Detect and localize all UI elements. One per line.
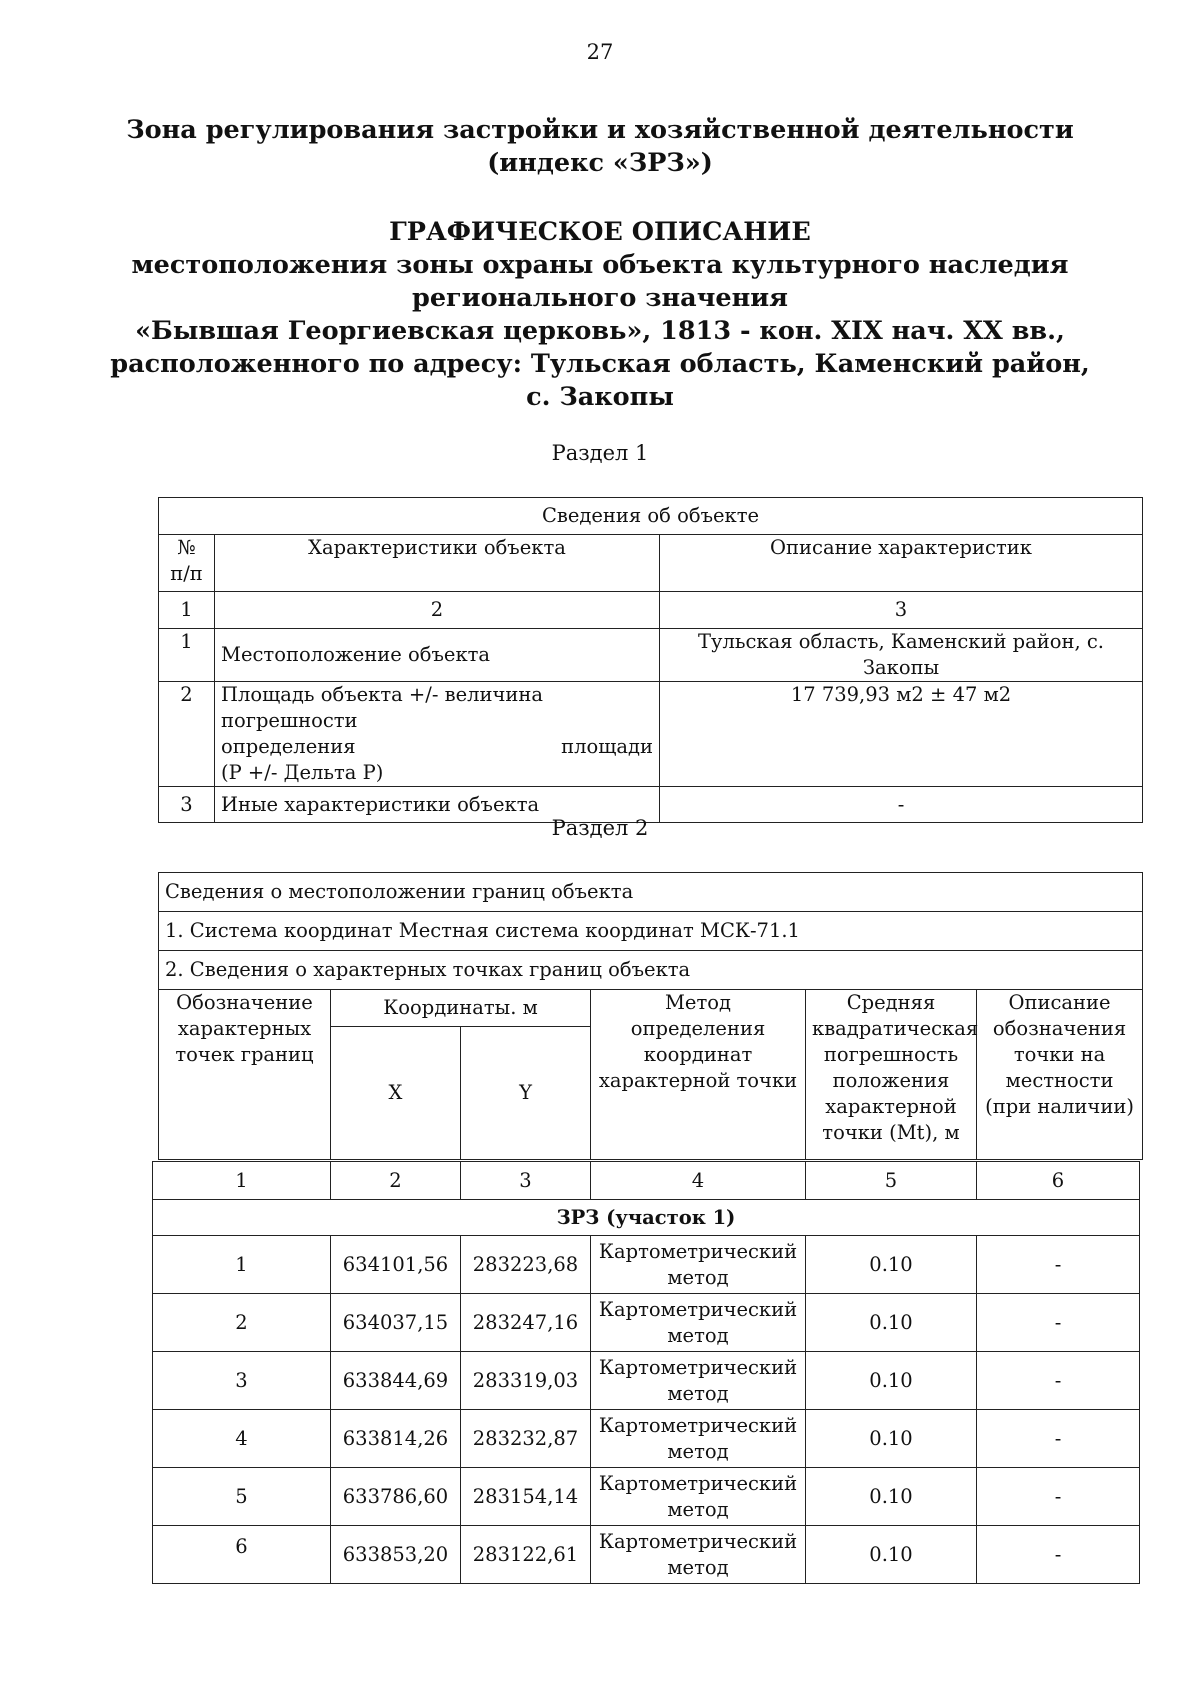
point-mt: 0.10 <box>806 1468 977 1526</box>
point-y: 283223,68 <box>461 1236 591 1294</box>
header-description: Описание обозначения точки на местности (при наличии) <box>977 990 1143 1160</box>
page-number: 27 <box>586 40 614 64</box>
section1-label: Раздел 1 <box>551 441 649 465</box>
point-y: 283122,61 <box>461 1526 591 1584</box>
row-value: - <box>660 787 1143 823</box>
row-name: Иные характеристики объекта <box>215 787 660 823</box>
table-title: Сведения об объекте <box>159 498 1143 535</box>
point-x: 633786,60 <box>331 1468 461 1526</box>
point-number: 1 <box>153 1236 331 1294</box>
group-title: ЗРЗ (участок 1) <box>153 1200 1140 1236</box>
point-mt: 0.10 <box>806 1410 977 1468</box>
col-number: 4 <box>591 1162 806 1200</box>
header-x: X <box>331 1027 461 1160</box>
col-number: 2 <box>331 1162 461 1200</box>
point-desc: - <box>977 1468 1140 1526</box>
row-name-line: определения площади <box>221 735 653 758</box>
zone-title <box>0 114 1200 180</box>
header-method: Метод определения координат характерной точки <box>591 990 806 1160</box>
point-desc: - <box>977 1410 1140 1468</box>
col-number: 3 <box>461 1162 591 1200</box>
point-number: 3 <box>153 1352 331 1410</box>
graphic-title-line: регионального значения <box>411 283 789 313</box>
point-desc: - <box>977 1236 1140 1294</box>
row-value: 17 739,93 м2 ± 47 м2 <box>660 682 1143 787</box>
graphic-title-line: ГРАФИЧЕСКОЕ ОПИСАНИЕ <box>389 217 811 247</box>
header-num: № п/п <box>159 535 215 592</box>
point-y: 283247,16 <box>461 1294 591 1352</box>
coordinates-table <box>152 1161 1140 1584</box>
row-name: Местоположение объекта <box>215 629 660 682</box>
object-info-table <box>158 497 1143 823</box>
header-description: Описание характеристик <box>660 535 1143 592</box>
point-number: 6 <box>153 1526 331 1584</box>
point-method: Картометрический метод <box>591 1294 806 1352</box>
point-method: Картометрический метод <box>591 1526 806 1584</box>
col-number: 5 <box>806 1162 977 1200</box>
point-x: 633844,69 <box>331 1352 461 1410</box>
row-num: 1 <box>159 629 215 682</box>
point-mt: 0.10 <box>806 1294 977 1352</box>
coordinates-header-table <box>158 872 1143 1160</box>
table-row <box>159 682 1143 787</box>
zone-title-line: (индекс «ЗРЗ») <box>487 148 713 178</box>
section2-label: Раздел 2 <box>551 816 649 840</box>
point-number: 5 <box>153 1468 331 1526</box>
point-desc: - <box>977 1352 1140 1410</box>
point-x: 633853,20 <box>331 1526 461 1584</box>
graphic-title-line: расположенного по адресу: Тульская область, Каменский район, <box>110 349 1090 379</box>
row-name-line: Площадь объекта +/- величина погрешности <box>221 683 544 732</box>
point-mt: 0.10 <box>806 1236 977 1294</box>
point-y: 283232,87 <box>461 1410 591 1468</box>
graphic-title-line: местоположения зоны охраны объекта культурного наследия <box>131 250 1069 280</box>
point-mt: 0.10 <box>806 1352 977 1410</box>
col-number: 2 <box>215 592 660 629</box>
table-row <box>153 1352 1140 1410</box>
point-y: 283319,03 <box>461 1352 591 1410</box>
point-number: 2 <box>153 1294 331 1352</box>
boundaries-info: Сведения о местоположении границ объекта <box>159 873 1143 912</box>
point-method: Картометрический метод <box>591 1410 806 1468</box>
header-y: Y <box>461 1027 591 1160</box>
zone-title-line: Зона регулирования застройки и хозяйственной деятельности <box>126 115 1074 145</box>
point-desc: - <box>977 1294 1140 1352</box>
point-method: Картометрический метод <box>591 1236 806 1294</box>
point-x: 633814,26 <box>331 1410 461 1468</box>
table-row <box>153 1468 1140 1526</box>
point-y: 283154,14 <box>461 1468 591 1526</box>
col-number: 3 <box>660 592 1143 629</box>
point-method: Картометрический метод <box>591 1468 806 1526</box>
row-value: Тульская область, Каменский район, с. Закопы <box>660 629 1143 682</box>
points-info: 2. Сведения о характерных точках границ объекта <box>159 951 1143 990</box>
point-x: 634037,15 <box>331 1294 461 1352</box>
col-number: 6 <box>977 1162 1140 1200</box>
header-coords: Координаты. м <box>331 990 591 1027</box>
table-row <box>153 1526 1140 1584</box>
header-point: Обозначение характерных точек границ <box>159 990 331 1160</box>
table-row <box>153 1410 1140 1468</box>
graphic-title-line: с. Закопы <box>526 382 674 412</box>
point-desc: - <box>977 1526 1140 1584</box>
table-row <box>153 1236 1140 1294</box>
table-row <box>153 1294 1140 1352</box>
table-row <box>159 629 1143 682</box>
row-num: 2 <box>159 682 215 787</box>
coordinate-system: 1. Система координат Местная система координат МСК-71.1 <box>159 912 1143 951</box>
col-number: 1 <box>159 592 215 629</box>
point-mt: 0.10 <box>806 1526 977 1584</box>
row-name-line: (Р +/- Дельта Р) <box>221 761 384 784</box>
row-num: 3 <box>159 787 215 823</box>
row-name <box>215 682 660 787</box>
point-x: 634101,56 <box>331 1236 461 1294</box>
header-error: Средняя квадратическая погрешность положения характерной точки (Mt), м <box>806 990 977 1160</box>
col-number: 1 <box>153 1162 331 1200</box>
point-method: Картометрический метод <box>591 1352 806 1410</box>
graphic-title-line: «Бывшая Георгиевская церковь», 1813 - кон. XIX нач. XX вв., <box>135 316 1065 346</box>
point-number: 4 <box>153 1410 331 1468</box>
header-characteristic: Характеристики объекта <box>215 535 660 592</box>
graphic-description-title <box>0 216 1200 414</box>
